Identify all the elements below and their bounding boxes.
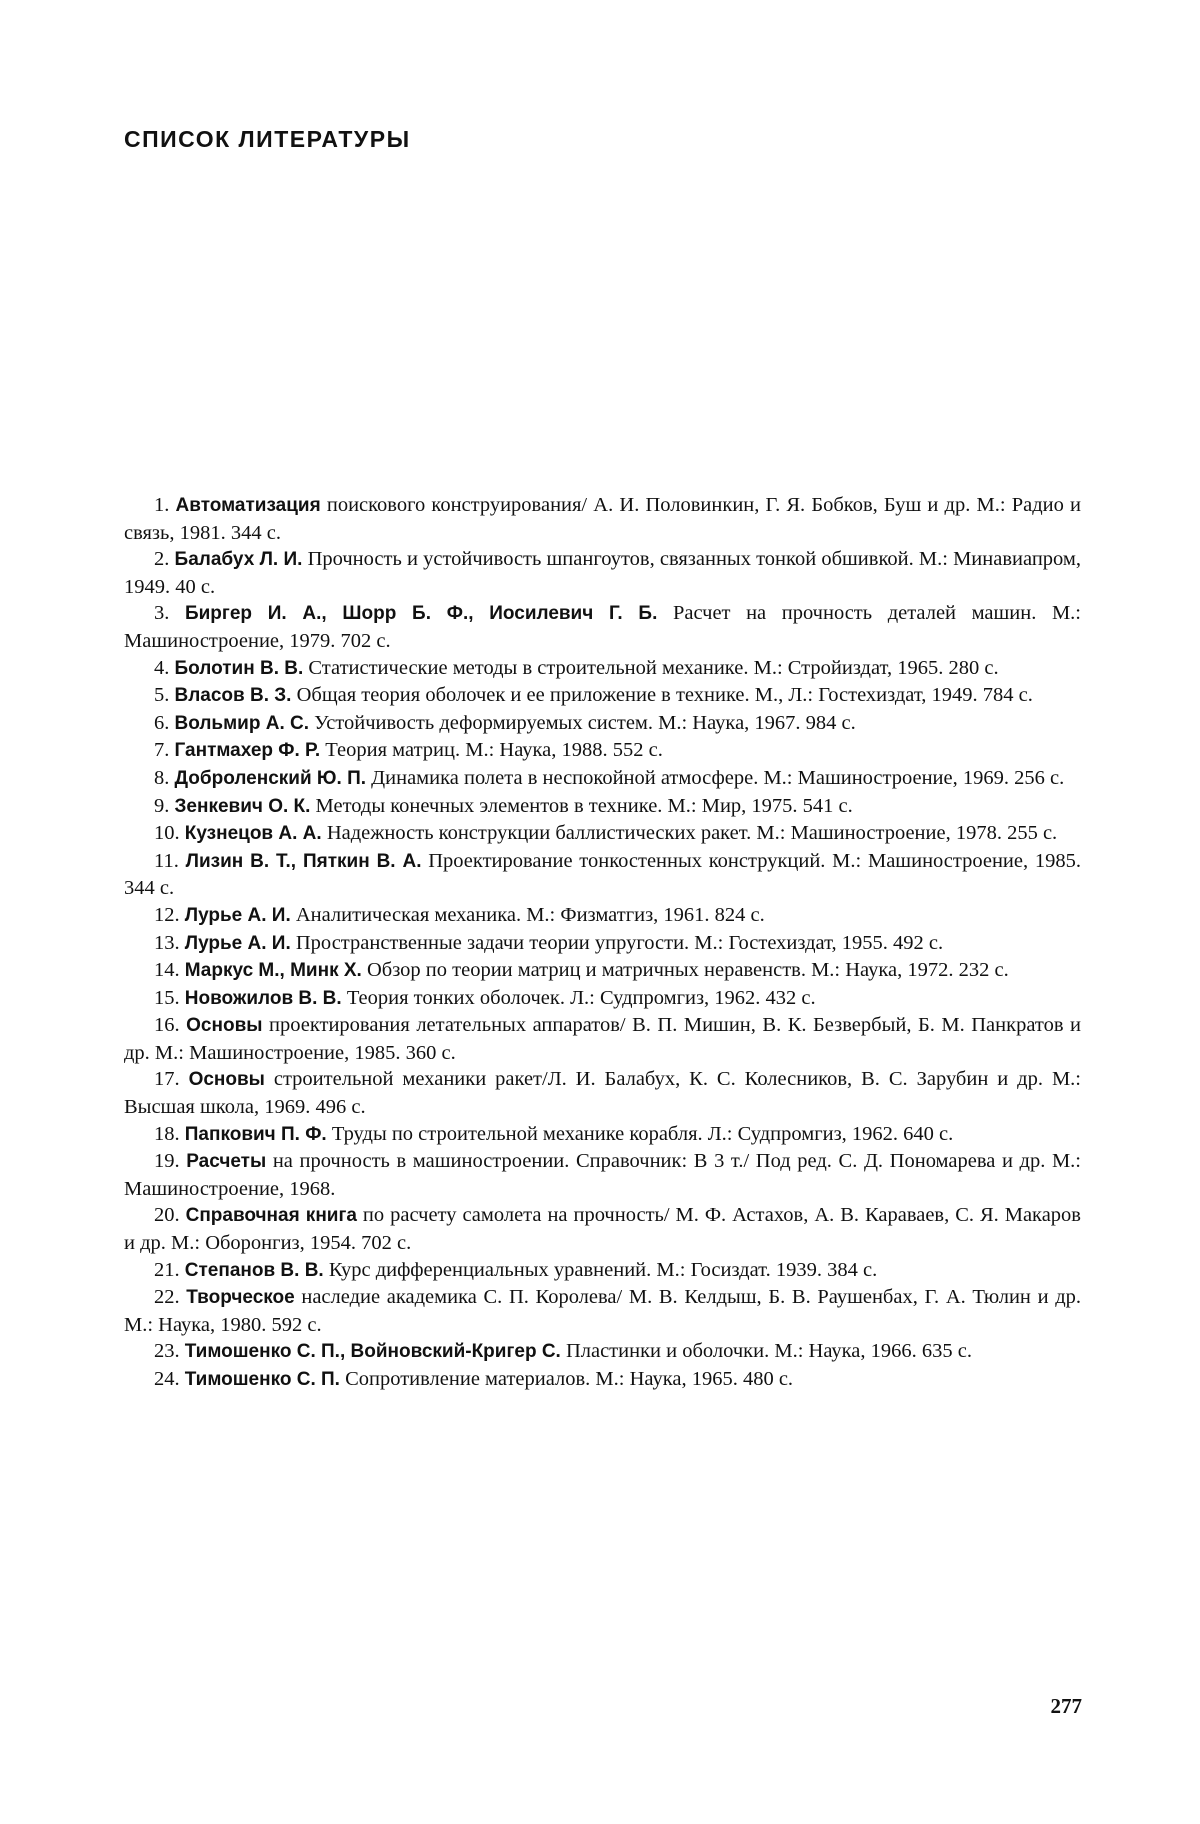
reference-text: Расчет на прочность деталей машин. М.: Машиностроение, 1979. 702 с. (124, 602, 1082, 652)
reference-text: Методы конечных элементов в технике. М.: Мир, 1975. 541 с. (310, 794, 853, 817)
reference-number: 9. (154, 794, 170, 817)
reference-author: Тимошенко С. П., Войновский-Кригер С. (184, 1341, 561, 1363)
reference-item (124, 1366, 1081, 1394)
reference-text: Динамика полета в неспокойной атмосфере. М.: Машиностроение, 1969. 256 с. (366, 766, 1065, 789)
reference-text: наследие академика С. П. Королева/ М. В. Келдыш, Б. В. Раушенбах, Г. А. Тюлин и др. М.: Наука, 1980. 592 с. (124, 1286, 1082, 1336)
reference-text: Статистические методы в строительной механике. М.: Стройиздат, 1965. 280 с. (303, 656, 999, 679)
reference-number: 17. (154, 1068, 180, 1091)
reference-number: 24. (154, 1368, 180, 1390)
reference-item (124, 600, 1081, 654)
reference-author: Папкович П. Ф. (184, 1123, 327, 1145)
reference-text: Обзор по теории матриц и матричных неравенств. М.: Наука, 1972. 232 с. (361, 959, 1009, 982)
reference-author: Лурье А. И. (184, 932, 291, 954)
reference-item (124, 546, 1081, 600)
reference-author: Основы (188, 1069, 265, 1091)
reference-item (124, 985, 1081, 1013)
reference-item (124, 765, 1081, 793)
reference-item (124, 902, 1081, 930)
reference-list (124, 492, 1081, 1394)
reference-item (124, 930, 1081, 958)
reference-item (124, 1338, 1081, 1366)
reference-text: Прочность и устойчивость шпангоутов, связанных тонкой обшивкой. М.: Минавиапром, 1949. 40 с. (124, 548, 1082, 598)
reference-item (124, 793, 1081, 821)
reference-text: строительной механики ракет/Л. И. Балабух, К. С. Колесников, В. С. Зарубин и др. М.: Высшая школа, 1969. 496 с. (124, 1068, 1081, 1119)
reference-item (124, 1121, 1081, 1149)
reference-item (124, 655, 1081, 683)
reference-author: Гантмахер Ф. Р. (174, 740, 321, 762)
reference-item (124, 682, 1081, 710)
reference-item (124, 957, 1081, 985)
reference-item (124, 737, 1081, 765)
reference-author: Творческое (186, 1287, 295, 1309)
reference-author: Новожилов В. В. (184, 987, 342, 1009)
reference-item (124, 820, 1081, 848)
reference-text: Сопротивление материалов. М.: Наука, 1965. 480 с. (339, 1368, 794, 1390)
reference-author: Биргер И. А., Шорр Б. Ф., Иосилевич Г. Б. (184, 603, 658, 625)
reference-number: 15. (154, 986, 180, 1009)
reference-number: 12. (154, 903, 180, 926)
reference-number: 19. (154, 1150, 180, 1173)
reference-number: 18. (154, 1122, 180, 1145)
reference-number: 5. (154, 684, 170, 707)
reference-item (124, 1284, 1081, 1338)
reference-author: Вольмир А. С. (174, 712, 310, 734)
reference-number: 11. (154, 849, 179, 872)
reference-number: 21. (154, 1258, 180, 1281)
reference-number: 2. (154, 548, 170, 571)
reference-number: 1. (154, 494, 170, 516)
reference-text: Теория тонких оболочек. Л.: Судпромгиз, 1962. 432 с. (341, 986, 816, 1009)
reference-author: Автоматизация (175, 495, 321, 516)
reference-number: 8. (154, 766, 170, 789)
reference-number: 14. (154, 959, 180, 982)
reference-author: Основы (186, 1015, 263, 1037)
reference-author: Тимошенко С. П. (184, 1369, 340, 1390)
reference-number: 23. (154, 1340, 180, 1363)
reference-text: Теория матриц. М.: Наука, 1988. 552 с. (320, 739, 663, 762)
reference-author: Расчеты (186, 1151, 267, 1173)
reference-number: 4. (154, 656, 170, 679)
reference-text: Пространственные задачи теории упругости. М.: Гостехиздат, 1955. 492 с. (290, 931, 944, 954)
reference-number: 13. (154, 931, 180, 954)
reference-item (124, 1202, 1081, 1256)
reference-number: 22. (154, 1286, 180, 1309)
reference-text: Труды по строительной механике корабля. Л.: Судпромгиз, 1962. 640 с. (326, 1122, 954, 1145)
reference-item (124, 710, 1081, 738)
reference-number: 6. (154, 711, 170, 734)
reference-text: Проектирование тонкостенных конструкций. М.: Машиностроение, 1985. 344 с. (124, 849, 1081, 900)
reference-author: Балабух Л. И. (174, 549, 303, 571)
reference-author: Справочная книга (185, 1205, 357, 1227)
reference-item (124, 848, 1081, 902)
reference-item (124, 492, 1081, 546)
reference-author: Маркус М., Минк Х. (184, 960, 362, 982)
reference-text: Курс дифференциальных уравнений. М.: Госиздат. 1939. 384 с. (323, 1258, 878, 1281)
reference-number: 7. (154, 739, 170, 762)
page-number: 277 (1050, 1694, 1082, 1718)
reference-number: 3. (154, 602, 170, 625)
reference-item (124, 1066, 1081, 1120)
reference-author: Степанов В. В. (184, 1259, 324, 1281)
reference-author: Зенкевич О. К. (174, 795, 311, 817)
reference-text: Общая теория оболочек и ее приложение в технике. М., Л.: Гостехиздат, 1949. 784 с. (291, 684, 1033, 707)
reference-author: Доброленский Ю. П. (174, 767, 367, 789)
reference-number: 10. (154, 822, 180, 845)
reference-text: Пластинки и оболочки. М.: Наука, 1966. 635 с. (560, 1340, 972, 1363)
reference-number: 20. (154, 1204, 180, 1227)
reference-text: на прочность в машиностроении. Справочник: В 3 т./ Под ред. С. Д. Пономарева и др. М.: Машиностроение, 1968. (124, 1150, 1081, 1200)
reference-item (124, 1012, 1081, 1066)
reference-text: по расчету самолета на прочность/ М. Ф. Астахов, А. В. Караваев, С. Я. Макаров и др. М.: Оборонгиз, 1954. 702 с. (124, 1204, 1081, 1255)
reference-author: Лурье А. И. (184, 904, 291, 926)
reference-text: Устойчивость деформируемых систем. М.: Наука, 1967. 984 с. (309, 711, 856, 734)
reference-author: Лизин В. Т., Пяткин В. А. (185, 850, 422, 872)
reference-text: проектирования летательных аппаратов/ В. П. Мишин, В. К. Безвербый, Б. М. Панкратов и др. М.: Машиностроение, 1985. 360 с. (124, 1014, 1081, 1064)
reference-text: Надежность конструкции баллистических ракет. М.: Машиностроение, 1978. 255 с. (321, 822, 1058, 845)
reference-author: Власов В. З. (174, 685, 292, 707)
reference-item (124, 1148, 1081, 1202)
reference-number: 16. (154, 1014, 180, 1037)
reference-text: Аналитическая механика. М.: Физматгиз, 1961. 824 с. (290, 903, 765, 926)
reference-item (124, 1257, 1081, 1285)
reference-text: поискового конструирования/ А. И. Половинкин, Г. Я. Бобков, Буш и др. М.: Радио и связь, 1981. 344 с. (124, 494, 1081, 544)
reference-author: Болотин В. В. (174, 657, 304, 679)
page-heading: СПИСОК ЛИТЕРАТУРЫ (124, 126, 411, 152)
reference-author: Кузнецов А. А. (184, 823, 322, 845)
